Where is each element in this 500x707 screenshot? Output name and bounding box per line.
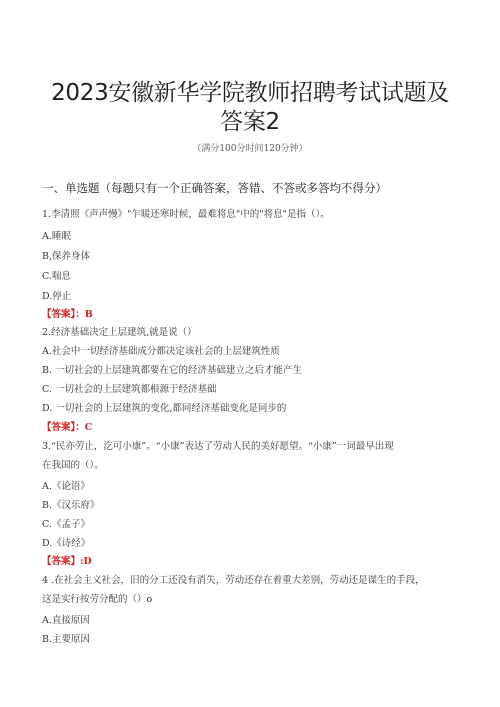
question-2-stem: 2.经济基础决定上层建筑,就是说（） [42,327,197,338]
document-title-line-1: 2023安徽新华学院教师招聘考试试题及 [51,80,449,106]
question-3-option-d: D.《诗经》 [42,538,91,549]
question-2-option-b: B. 一切社会的上层建筑都要在它的经济基础建立之后才能产生 [42,365,303,376]
question-4-stem-line-2: 这是实行按劳分配的（）o [42,594,153,605]
question-3-answer: 【答案】:D [42,556,92,567]
question-1-option-d: D.停止 [42,291,72,302]
question-3-stem-line-1: 3.“民亦劳止，汔可小康”。“小康”表达了劳动人民的美好愿望。“小康”一词最早出现 [42,441,394,452]
question-2-answer: 【答案】：C [42,422,93,433]
section-heading: 一、单选题（每题只有一个正确答案，答错、不答或多答均不得分） [42,181,387,195]
question-3-option-b: B.《汉乐府》 [42,500,100,511]
document-title-line-2: 答案2 [220,109,280,135]
question-3-option-a: A.《论语》 [42,481,90,492]
question-3-option-c: C.《孟子》 [42,519,90,530]
question-3-stem-line-2: 在我国的（）。 [42,460,104,471]
question-4-stem-line-1: 4 .在社会主义社会，旧的分工还没有消失，劳动还存在着重大差别，劳动还是谋生的手段， [42,575,425,586]
question-1-option-c: C.喘息 [42,271,71,282]
question-1-option-a: A.睡眠 [42,231,71,242]
question-1-stem: 1.李清照《声声慢》"乍暖还寒时候，最难将息"中的"将息"是指（）。 [42,209,330,220]
question-2-option-c: C. 一切社会的上层建筑都根源于经济基础 [42,384,217,395]
question-2-option-d: D. 一切社会的上层建筑的变化,都同经济基础变化是同步的 [42,403,287,414]
question-4-option-a: A.直接原因 [42,615,90,626]
question-2-option-a: A.社会中一切经济基础成分都决定该社会的上层建筑性质 [42,346,280,357]
question-4-option-b: B.主要原因 [42,634,91,645]
exam-info-subtitle: （满分100分时间120分钟） [192,144,308,154]
question-1-answer: 【答案】：B [42,309,93,320]
question-1-option-b: B,保养身体 [42,251,91,262]
